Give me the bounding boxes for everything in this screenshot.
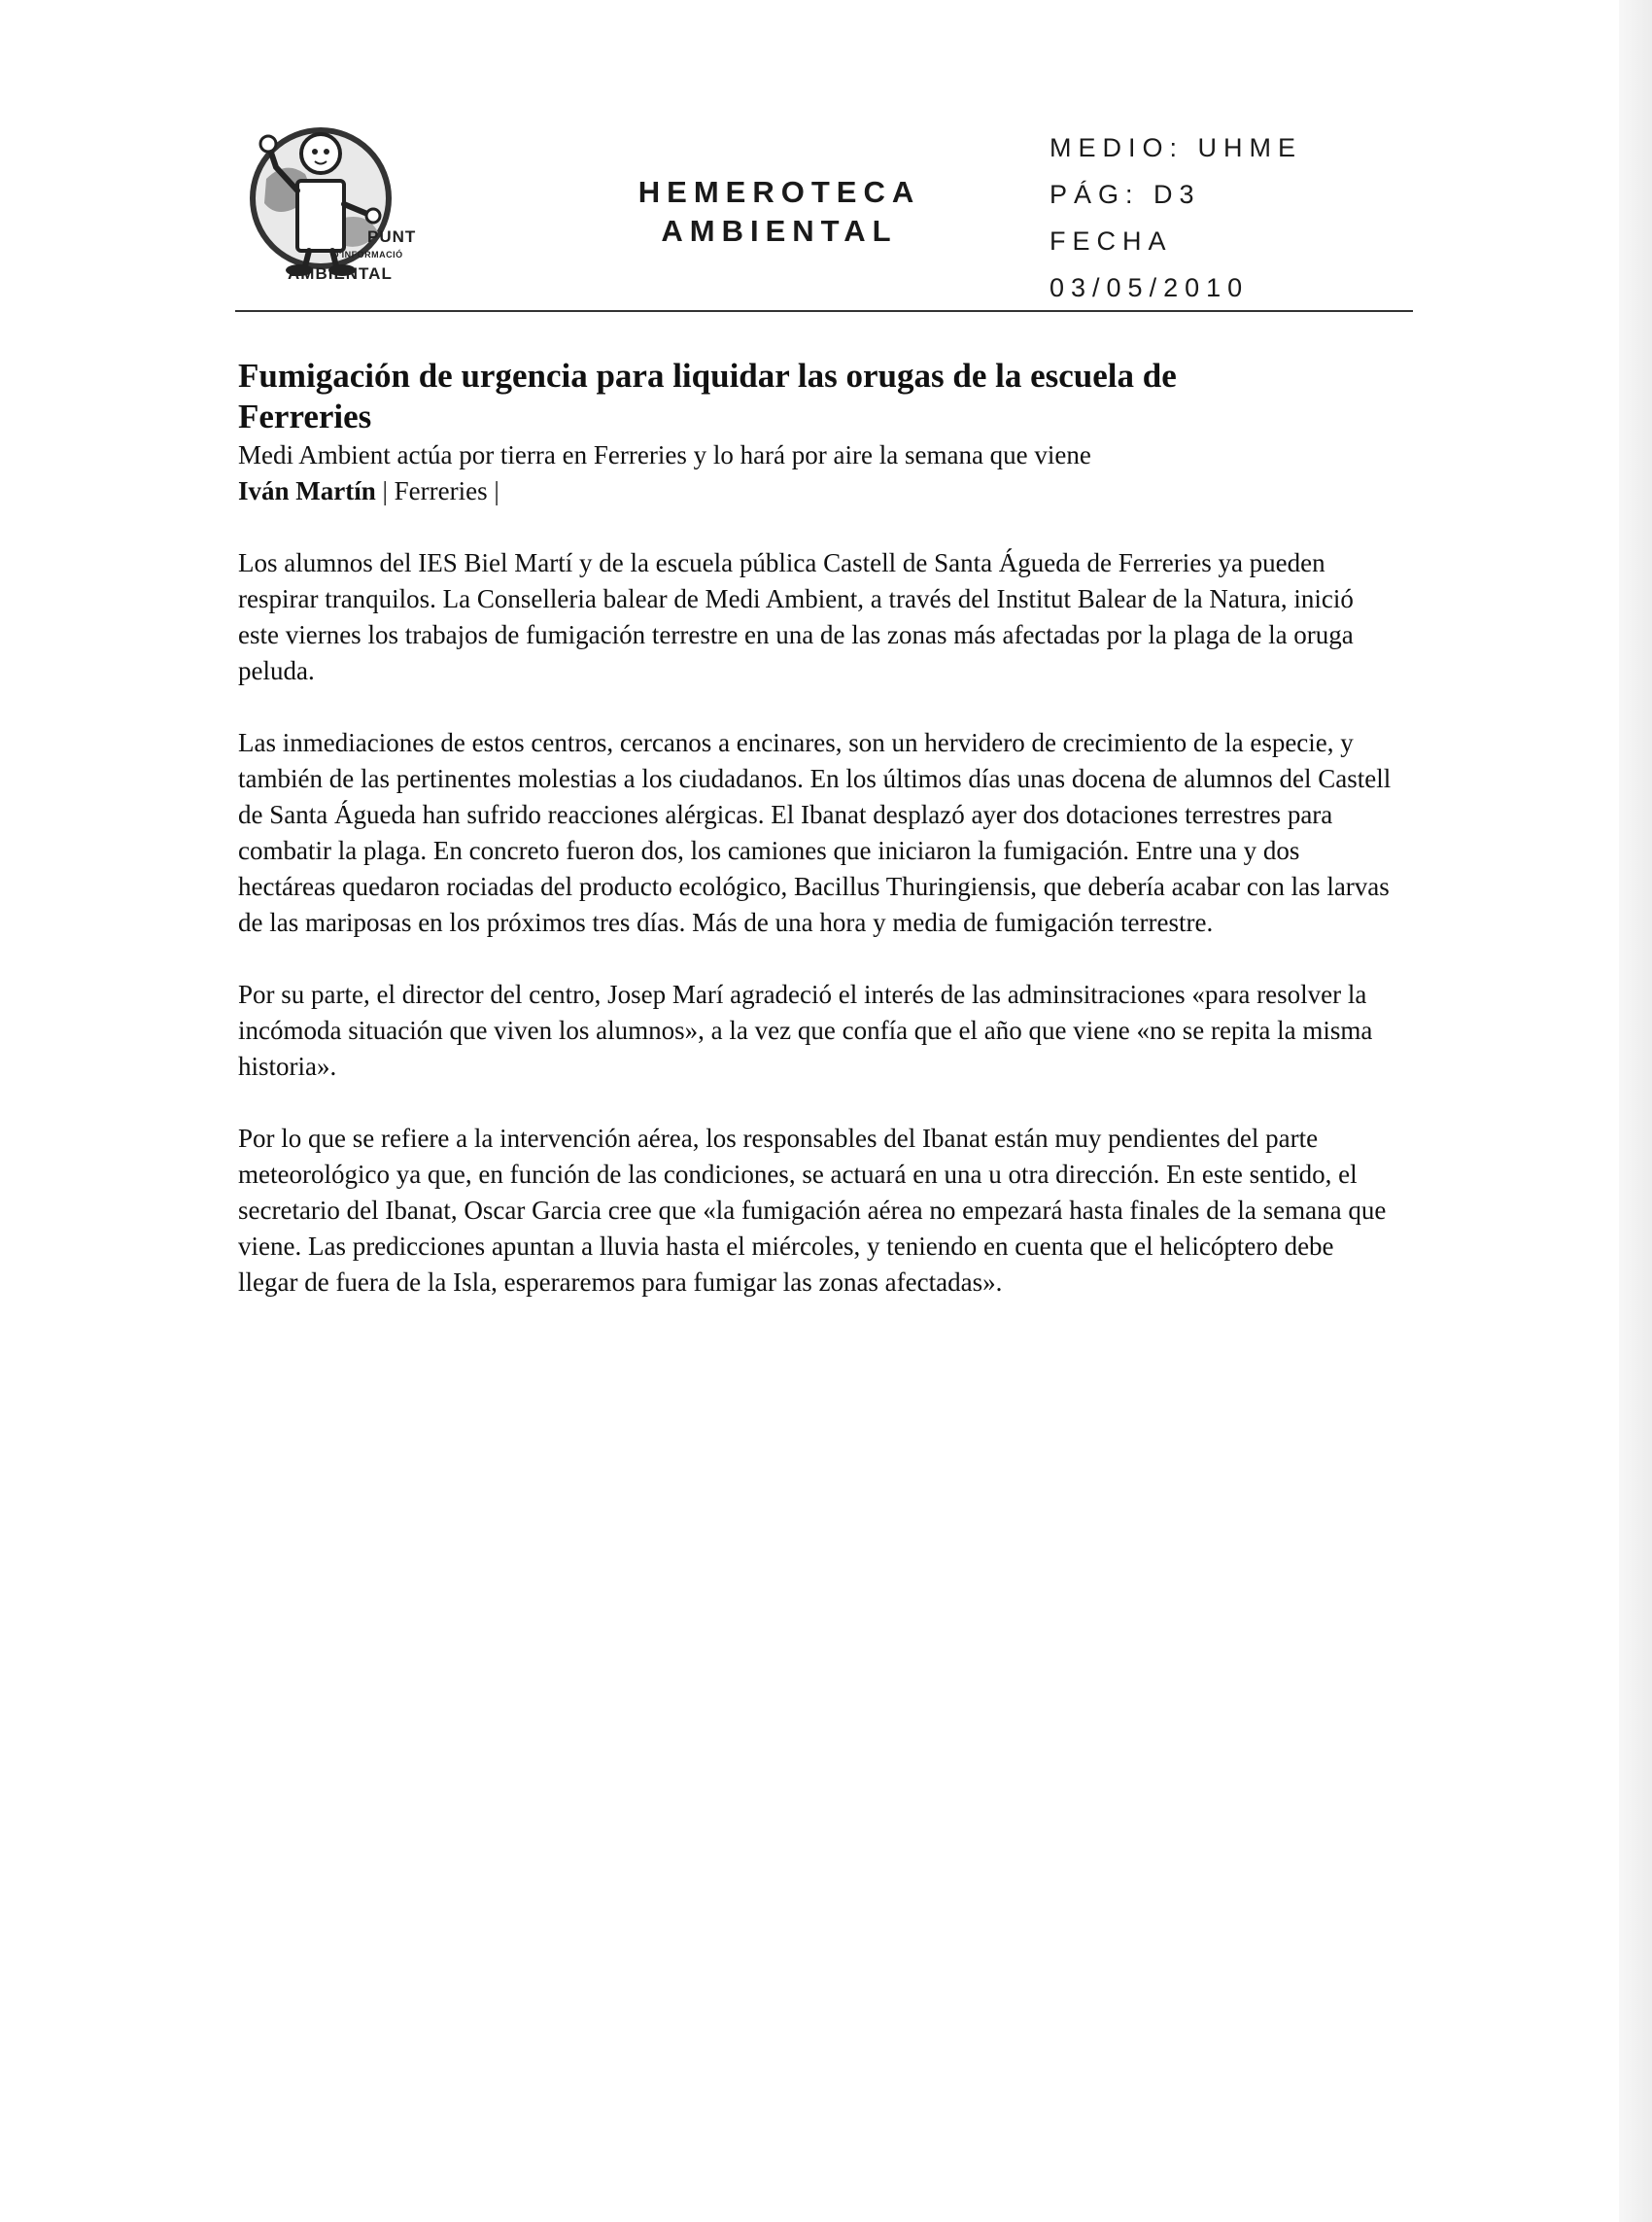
article-byline bbox=[238, 473, 1404, 509]
header-divider bbox=[235, 310, 1413, 312]
title-line-2: AMBIENTAL bbox=[661, 214, 898, 248]
punt-informacio-ambiental-logo bbox=[237, 121, 443, 294]
publication-meta bbox=[1050, 124, 1302, 311]
logo-line-ambiental: AMBIENTAL bbox=[288, 264, 393, 283]
medio-field: MEDIO: UHME bbox=[1050, 133, 1303, 162]
fecha-label: FECHA bbox=[1050, 226, 1173, 256]
logo-line-dinformacio: D'INFORMACIÓ bbox=[332, 250, 403, 260]
article-paragraph: Las inmediaciones de estos centros, cercanos a encinares, son un hervidero de crecimiento de la especie, y también de las pertinentes molestias a los ciudadanos. En los últimos días unas docena de alumnos del Castell de Santa Águeda han sufrido reacciones alérgicas. El Ibanat desplazó ayer dos dotaciones terrestres para combatir la plaga. En concreto fueron dos, los camiones que iniciaron la fumigación. Entre una y dos hectáreas quedaron rociadas del producto ecológico, Bacillus Thuringiensis, que debería acabar con las larvas de las mariposas en los próximos tres días. Más de una hora y media de fumigación terrestre. bbox=[238, 728, 1392, 937]
scan-edge-shadow bbox=[1619, 0, 1652, 2222]
title-line-1: HEMEROTECA bbox=[637, 175, 921, 209]
article-location: | Ferreries | bbox=[375, 476, 499, 505]
article bbox=[238, 356, 1404, 1301]
fecha-value: 03/05/2010 bbox=[1050, 273, 1250, 302]
hemeroteca-title bbox=[614, 173, 945, 251]
pagina-field: PÁG: D3 bbox=[1050, 180, 1201, 209]
article-headline: Fumigación de urgencia para liquidar las orugas de la escuela de Ferreries bbox=[238, 357, 1177, 435]
article-paragraph: Los alumnos del IES Biel Martí y de la escuela pública Castell de Santa Águeda de Ferreries ya pueden respirar tranquilos. La Conselleria balear de Medi Ambient, a través del Institut Balear de la Natura, inició este viernes los trabajos de fumigación terrestre en una de las zonas más afectadas por la plaga de la oruga peluda. bbox=[238, 548, 1354, 685]
article-paragraph: Por lo que se refiere a la intervención aérea, los responsables del Ibanat están muy pendientes del parte meteorológico ya que, en función de las condiciones, se actuará en una u otra dirección. En este sentido, el secretario del Ibanat, Oscar Garcia cree que «la fumigación aérea no empezará hasta finales de la semana que viene. Las predicciones apuntan a lluvia hasta el miércoles, y teniendo en cuenta que el helicóptero debe llegar de fuera de la Isla, esperaremos para fumigar las zonas afectadas». bbox=[238, 1124, 1387, 1297]
article-subtitle: Medi Ambient actúa por tierra en Ferreries y lo hará por aire la semana que viene bbox=[238, 440, 1091, 469]
logo-line-punt: PUNT bbox=[367, 227, 417, 246]
article-author: Iván Martín bbox=[238, 476, 376, 505]
article-paragraph: Por su parte, el director del centro, Josep Marí agradeció el interés de las adminsitraciones «para resolver la incómoda situación que viven los alumnos», a la vez que confía que el año que viene «no se repita la misma historia». bbox=[238, 980, 1373, 1081]
